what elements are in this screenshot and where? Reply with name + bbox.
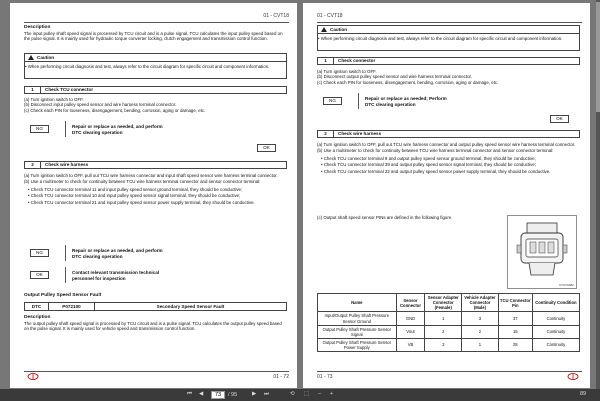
ok-tag: OK (257, 144, 276, 152)
zoom-level[interactable]: 89 (580, 391, 587, 397)
table-cell: 2 (425, 325, 462, 338)
step-1-instructions (24, 97, 286, 113)
step-label: Check connector (338, 58, 376, 64)
page-footer: 01 - 73 (317, 373, 333, 380)
chery-logo (24, 373, 42, 382)
page-header: 01 - CVT18 (317, 13, 343, 19)
caution-box (317, 25, 580, 51)
divider-line (65, 245, 66, 261)
step-1-instructions (317, 69, 579, 85)
ok-tag: OK (550, 115, 569, 123)
column-header: Sensor Adapter Connector (Female) (425, 294, 462, 312)
page-number-input[interactable] (211, 391, 225, 399)
instruction-line: (b) Disconnect input pulley speed sensor and wire harness terminal connector. (24, 102, 177, 108)
column-header: Vehicle Adapter Connector (Male) (462, 294, 499, 312)
dtc-table (24, 302, 287, 311)
column-header: Sensor Connector (396, 294, 425, 312)
table-header-row (318, 294, 580, 312)
caution-text-content: When performing circuit diagnosis and test, always refer to the circuit diagram for specific circuit and component information. (320, 36, 563, 41)
next-page-button[interactable]: ▶ (252, 391, 257, 397)
step-number: 2 (318, 131, 334, 137)
check-bullet: • Check TCU connector terminal 39 and output pulley speed sensor signal terminal, they should be conductive; (321, 162, 537, 168)
fault-title: Output Pulley Speed Sensor Fault (24, 293, 102, 298)
column-header: TCU Connector Pin (498, 294, 532, 312)
instruction-line: (a) Turn ignition switch to OFF. (317, 69, 377, 74)
dtc-code: P072100 (49, 303, 95, 310)
table-cell: Vout (396, 325, 425, 338)
caution-box (24, 53, 287, 79)
check-bullet: • Check TCU connector terminal 21 and input pulley speed sensor power supply terminal, they should be conductive. (28, 199, 255, 205)
first-page-button[interactable]: ⏮ (187, 391, 192, 397)
table-row (318, 312, 580, 325)
viewer-toolbar (0, 389, 600, 401)
step-2-instructions (317, 142, 579, 174)
page-header: 01 - CVT18 (263, 13, 289, 19)
description-title: Description (24, 25, 51, 30)
instruction-line: (b) Disconnect output pulley speed sensor and wire harness terminal connector. (317, 74, 472, 80)
ng-tag: NG (30, 249, 49, 257)
rotate-icon[interactable]: ⟲ (290, 391, 295, 397)
zoom-out-icon[interactable]: − (318, 391, 322, 397)
scrollbar-thumb[interactable] (596, 2, 600, 112)
last-page-button[interactable]: ⏭ (264, 391, 269, 397)
table-cell: 3 (462, 312, 499, 325)
check-bullet-text: Check TCU connector terminal 11 and input pulley speed sensor ground terminal, they should be conductive; (30, 186, 243, 192)
dtc-label: DTC (25, 303, 49, 310)
table-cell: Output Pulley Shaft Pressure Sensor Power Supply (318, 338, 397, 351)
check-bullet: • Check TCU connector terminal 11 and input pulley speed sensor ground terminal, they should be conductive; (28, 186, 243, 192)
check-bullet: • Check TCU connector terminal 22 and output pulley speed sensor power supply terminal, they should be conductive. (321, 168, 551, 174)
ok-action-line-1: Contact relevant transmission technical (72, 270, 160, 275)
warning-icon (28, 55, 34, 60)
divider-line (65, 267, 66, 283)
ng-action-line-1: Repair or replace as needed, and perform (72, 124, 163, 129)
table-cell: Continuity (532, 312, 579, 325)
table-cell: 15 (498, 325, 532, 338)
caution-title: Caution (330, 26, 348, 32)
instruction-line: (c) Check each PIN for looseness, disengagement, bending, corrosion, aging or damage, etc. (24, 107, 206, 113)
page-total: / 95 (228, 392, 238, 398)
ng-action (72, 248, 163, 259)
table-cell: Continuity (532, 338, 579, 351)
instruction-line: (c) Check each PIN for looseness, disengagement, bending, corrosion, aging or damage, etc. (317, 79, 499, 85)
check-bullet: • Check TCU connector terminal 10 and input pulley speed sensor signal terminal, they should be conductive; (28, 193, 241, 199)
divider-line (358, 93, 359, 109)
description-text: The input pulley shaft speed signal is processed by TCU circuit and is a pulse signal. TCU calculates the input pulley speed based on the pulse signal. It is mainly used for hydraulic torque converter locking, clutch engagement and transmission control function. (24, 31, 283, 42)
footer-rule (24, 371, 289, 372)
step-label: Check wire harness (338, 131, 382, 137)
table-row (318, 338, 580, 351)
ng-action-line-1: Repair or replace as needed, and perform (72, 248, 163, 253)
table-cell: GND (396, 312, 425, 325)
ng-tag: NG (30, 125, 49, 133)
page-footer: 01 - 72 (273, 373, 289, 380)
caution-title: Caution (37, 54, 55, 60)
zoom-in-icon[interactable]: + (330, 391, 334, 397)
table-cell: Input/Output Pulley Shaft Pressure Sensor Ground (318, 312, 397, 325)
step-number: 1 (25, 87, 41, 93)
vertical-scrollbar[interactable] (596, 0, 600, 389)
header-rule (317, 22, 582, 23)
check-bullet-text: Check TCU connector terminal 22 and output pulley speed sensor power supply terminal, they should be conductive. (323, 168, 551, 174)
step-1-header (24, 86, 287, 94)
instruction-line: (a) Turn ignition switch to OFF. (24, 97, 84, 102)
instruction-line: (b) Use a multimeter to check for continuity between TCU wire harness terminal connector and sensor connector terminal: (317, 148, 554, 154)
table-cell: VB (396, 338, 425, 351)
ng-action (72, 124, 163, 135)
ng-action-line-2: DTC clearing operation (72, 253, 123, 259)
step-label: Check TCU connector (45, 87, 93, 93)
page-left (10, 3, 297, 388)
description-text: The output pulley shaft speed signal is processed by TCU circuit and is a pulse signal. TCU calculates the output pulley speed based on the pulse signal. It is mainly used for vehicle speed and transmission control function. (24, 321, 282, 332)
ok-tag: OK (30, 271, 49, 279)
caution-text: • When performing circuit diagnosis and test, always refer to the circuit diagram for specific circuit and component information. (25, 64, 270, 69)
step-label: Check wire harness (45, 162, 89, 168)
column-header: Name (318, 294, 397, 312)
table-cell: 1 (462, 338, 499, 351)
ng-action-line-1: Repair or replace as needed; Perform (365, 96, 447, 101)
check-bullet: • Check TCU connector terminal 9 and output pulley speed sensor ground terminal, they should be conductive; (321, 155, 536, 161)
ng-action-line-2: DTC clearing operation (365, 101, 416, 107)
pin-table (317, 293, 580, 352)
dtc-name: Secondary Speed Sensor Fault (156, 303, 225, 309)
step-2-header (24, 161, 287, 169)
ng-action-line-2: DTC clearing operation (72, 129, 123, 135)
ng-tag: NG (323, 97, 342, 105)
figure-code: CTCV0482 (559, 283, 574, 287)
table-cell: Continuity (532, 325, 579, 338)
instruction-line: (a) Turn ignition switch to OFF, pull out TCU wire harness connector and input shaft speed sensor wire harness terminal connector. (24, 173, 278, 178)
page-right (303, 3, 590, 388)
check-bullet-text: Check TCU connector terminal 39 and output pulley speed sensor signal terminal, they should be conductive; (323, 162, 537, 168)
prev-page-button[interactable]: ◀ (199, 391, 204, 397)
table-cell: 1 (425, 312, 462, 325)
step-number: 1 (318, 58, 334, 64)
table-cell: Output Pulley Shaft Pressure Sensor Signal (318, 325, 397, 338)
ok-action (72, 270, 159, 281)
step-2-instructions (24, 173, 286, 205)
table-cell: 2 (462, 325, 499, 338)
warning-icon (321, 27, 327, 32)
step-1-header (317, 57, 580, 65)
header-rule (24, 22, 289, 23)
step-number: 2 (25, 162, 41, 168)
instruction-line: (b) Use a multimeter to check for continuity between TCU wire harness terminal connector and sensor connector terminal: (24, 179, 261, 185)
ok-action-line-2: personnel for inspection (72, 275, 126, 281)
divider-line (65, 121, 66, 137)
table-cell: 28 (498, 338, 532, 351)
table-cell: 37 (498, 312, 532, 325)
caution-text-content: When performing circuit diagnosis and test, always refer to the circuit diagram for specific circuit and component information. (27, 64, 270, 69)
check-bullet-text: Check TCU connector terminal 10 and input pulley speed sensor signal terminal, they should be conductive; (30, 193, 241, 199)
description-title: Description (24, 315, 51, 320)
caution-text: • When performing circuit diagnosis and test, always refer to the circuit diagram for specific circuit and component information. (318, 36, 563, 41)
ng-action (365, 96, 447, 107)
connector-figure (507, 215, 577, 289)
footer-rule (317, 371, 582, 372)
table-row (318, 325, 580, 338)
step-2-header (317, 130, 580, 138)
check-bullet-text: Check TCU connector terminal 9 and output pulley speed sensor ground terminal, they should be conductive; (323, 155, 536, 161)
check-bullet-text: Check TCU connector terminal 21 and input pulley speed sensor power supply terminal, they should be conductive. (30, 199, 255, 205)
fit-page-icon[interactable]: ⬚ (304, 391, 310, 397)
instruction-line: (a) Turn ignition switch to OFF, pull out TCU wire harness connector and output pulley speed sensor wire harness terminal connector. (317, 142, 576, 147)
table-cell: 3 (425, 338, 462, 351)
chery-logo (564, 373, 582, 382)
column-header: Continuity Condition (532, 294, 579, 312)
pin-figure-note: (c) Output shaft speed sensor PINs are defined in the following figure. (317, 215, 453, 220)
